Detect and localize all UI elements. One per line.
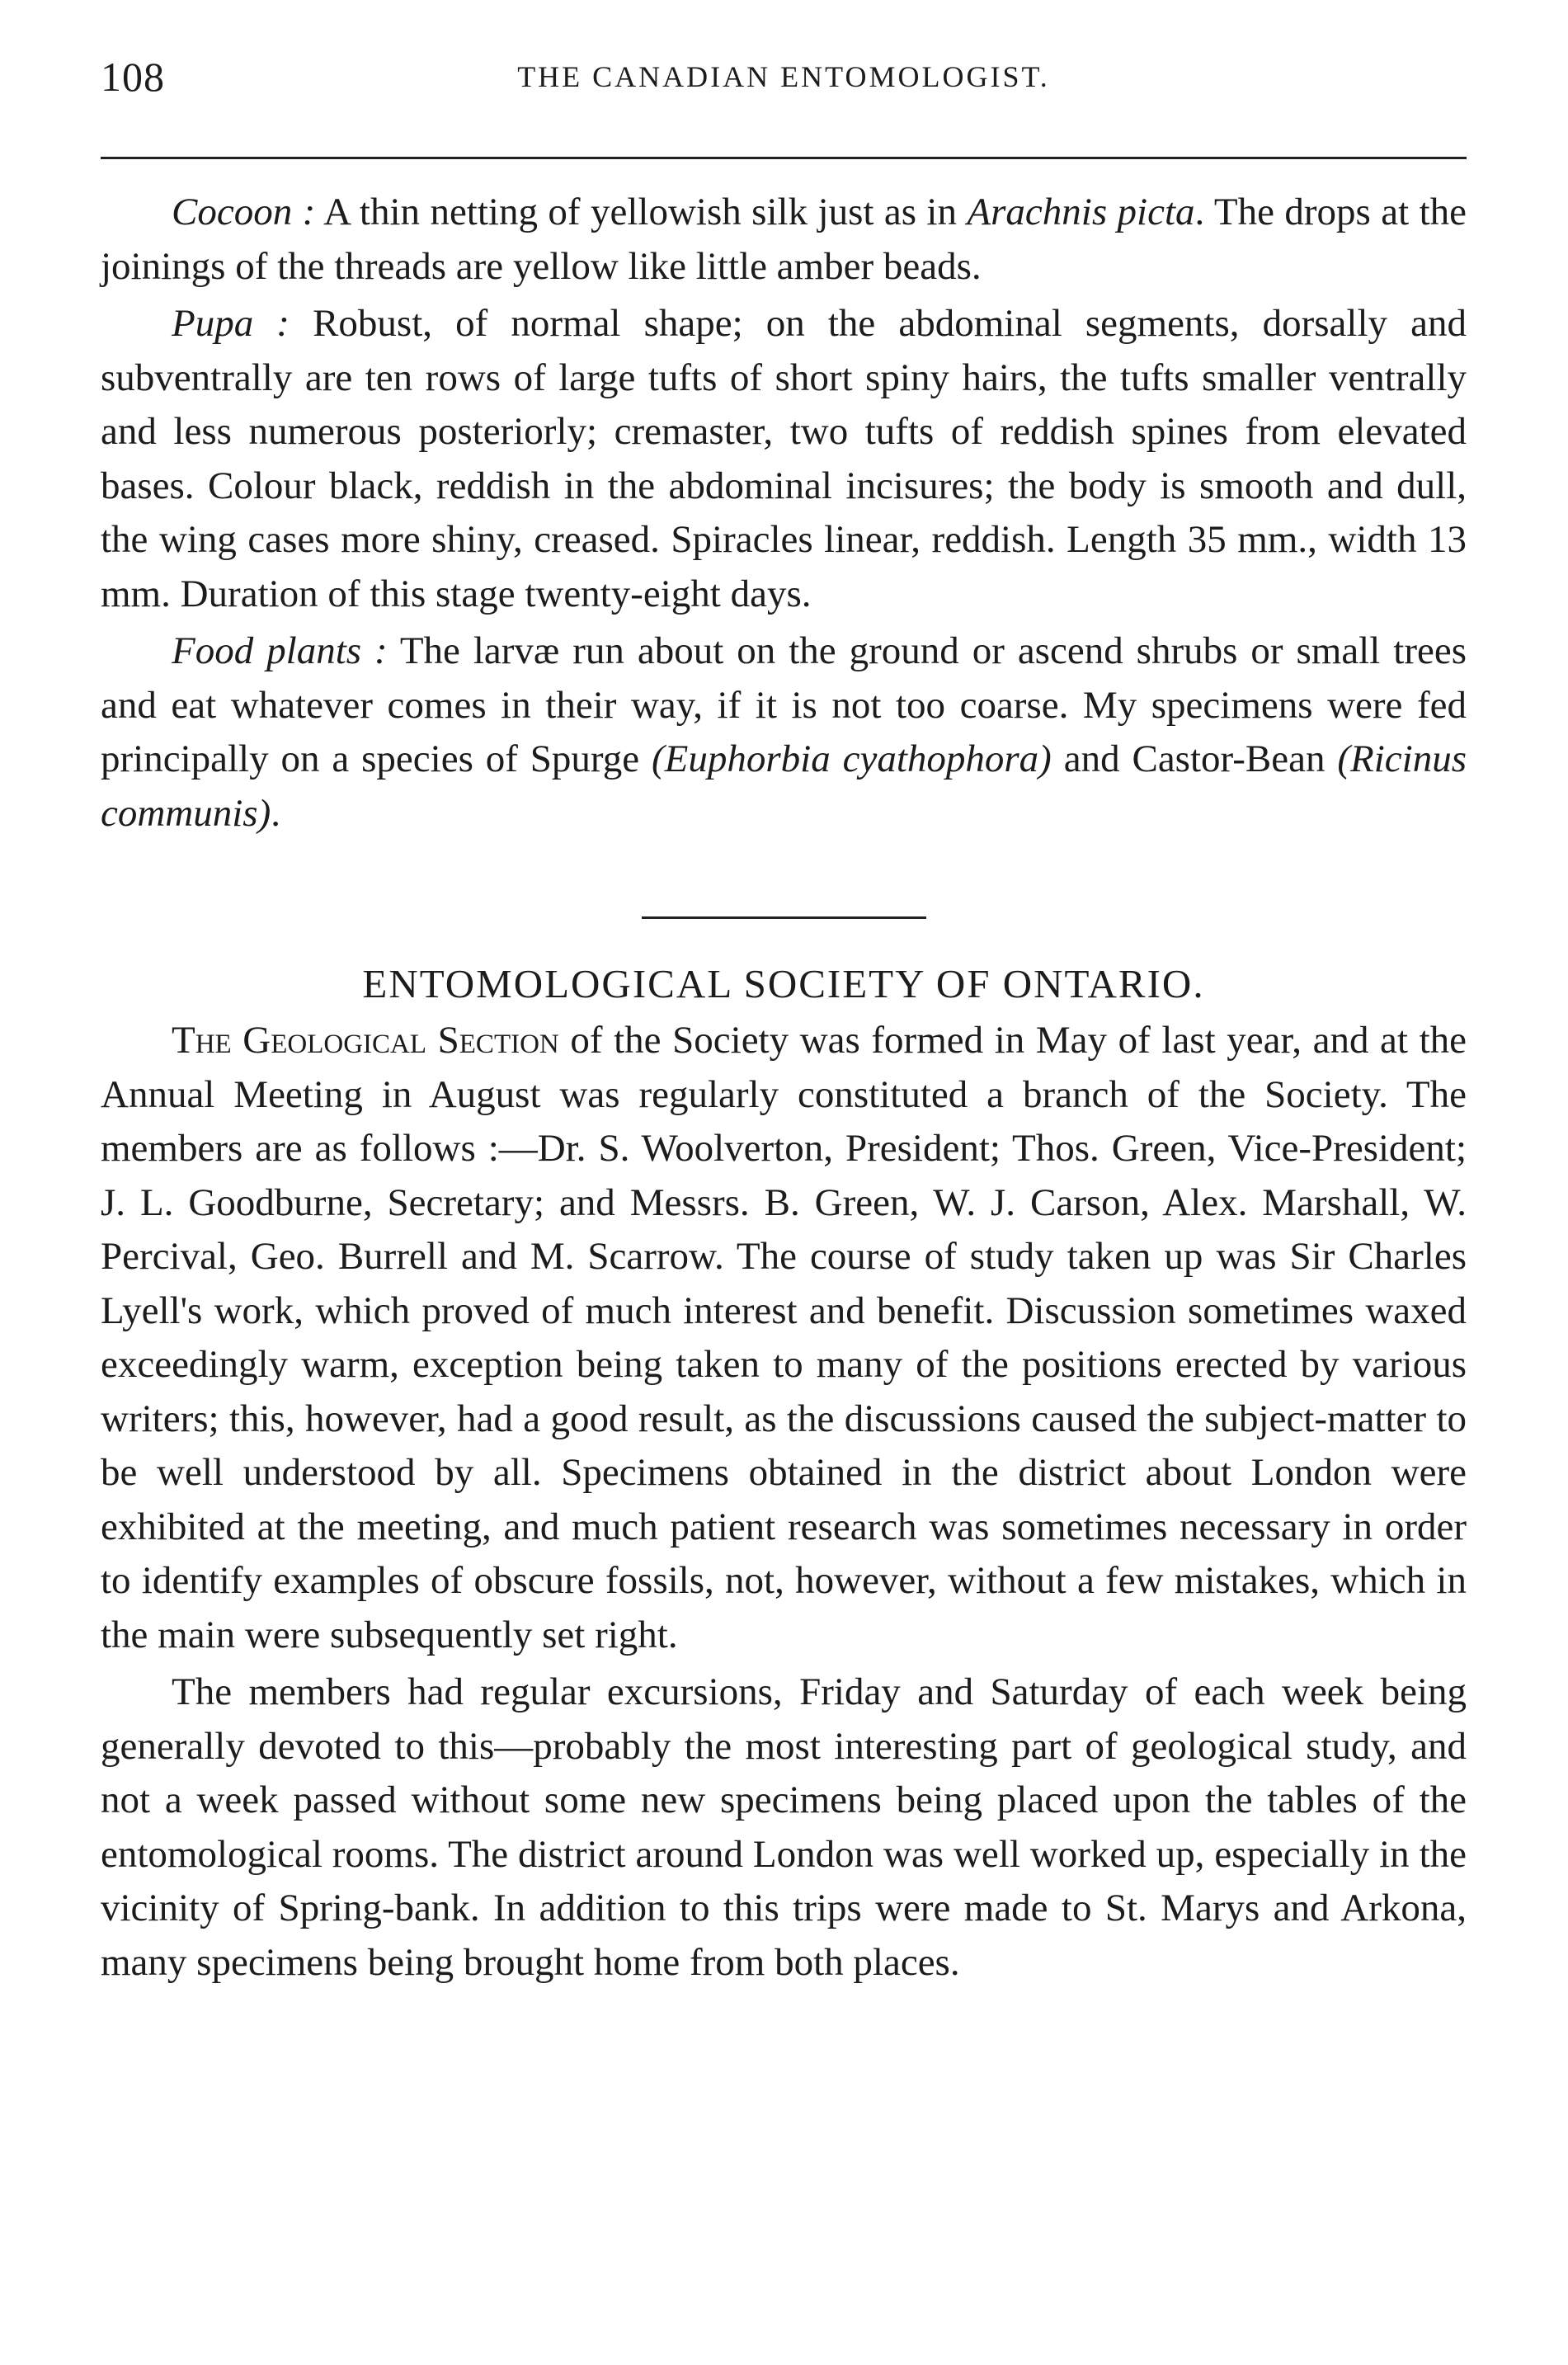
food-plants-species-2: (Ricinus communis)	[101, 737, 1467, 835]
food-plants-text-1: The larvæ run about on the ground or ascend shrubs or small trees and eat whatever comes in their way, if it is not too coarse. My specimens were fed principally on a species of Spurge	[101, 629, 1467, 780]
cocoon-paragraph	[101, 186, 1467, 294]
food-plants-text-3: .	[271, 791, 280, 835]
society-paragraph-1-text: of the Society was formed in May of last year, and at the Annual Meeting in August was regularly constituted a branch of the Society. The members are as follows :—Dr. S. Woolverton, President; Thos. Green, Vice-President; J. L. Goodburne, Secretary; and Messrs. B. Green, W. J. Carson, Alex. Marshall, W. Percival, Geo. Burrell and M. Scarrow. The course of study taken up was Sir Charles Lyell's work, which proved of much interest and benefit. Discussion sometimes waxed exceedingly warm, exception being taken to many of the positions erected by various writers; this, however, had a good result, as the discussions caused the subject-matter to be well understood by all. Specimens obtained in the district about London were exhibited at the meeting, and much patient research was sometimes necessary in order to identify examples of obscure fossils, not, however, without a few mistakes, which in the main were subsequently set right.	[101, 1019, 1467, 1656]
cocoon-species-name: Arachnis picta	[967, 191, 1195, 233]
page-number: 108	[101, 54, 165, 100]
running-head	[101, 41, 1467, 107]
food-plants-paragraph	[101, 624, 1467, 841]
society-report	[101, 1014, 1467, 1990]
society-paragraph-1	[101, 1014, 1467, 1662]
cocoon-text-after: . The drops at the joinings of the threads are yellow like little amber beads.	[101, 191, 1467, 288]
food-plants-label: Food plants :	[172, 629, 388, 672]
pupa-text: Robust, of normal shape; on the abdominal segments, dorsally and subventrally are ten rows of large tufts of short spiny hairs, the tufts smaller ventrally and less numerous posteriorly; cremaster, two tufts of reddish spines from elevated bases. Colour black, reddish in the abdominal incisures; the body is smooth and dull, the wing cases more shiny, creased. Spiracles linear, reddish. Length 35 mm., width 13 mm. Duration of this stage twenty-eight days.	[101, 302, 1467, 615]
pupa-label: Pupa :	[172, 302, 290, 345]
journal-title: THE CANADIAN ENTOMOLOGIST.	[517, 60, 1050, 93]
header-rule	[101, 157, 1467, 159]
society-paragraph-2: The members had regular excursions, Friday and Saturday of each week being generally devoted to this—probably the most interesting part of geological study, and not a week passed without some new specimens being placed upon the tables of the entomological rooms. The district around London was well worked up, especially in the vicinity of Spring-bank. In addition to this trips were made to St. Marys and Arkona, many specimens being brought home from both places.	[101, 1670, 1467, 1984]
food-plants-species-1: (Euphorbia cyathophora)	[652, 737, 1052, 780]
section-title: ENTOMOLOGICAL SOCIETY OF ONTARIO.	[362, 961, 1205, 1006]
cocoon-text-before: A thin netting of yellowish silk just as in	[315, 191, 968, 233]
document-page	[101, 41, 1467, 1990]
article-continuation	[101, 186, 1467, 841]
pupa-paragraph	[101, 297, 1467, 621]
cocoon-label: Cocoon :	[172, 191, 316, 233]
section-divider	[642, 916, 926, 919]
food-plants-text-2: and Castor-Bean	[1051, 737, 1338, 780]
society-paragraph-1-lead: The Geological Section	[172, 1019, 559, 1062]
